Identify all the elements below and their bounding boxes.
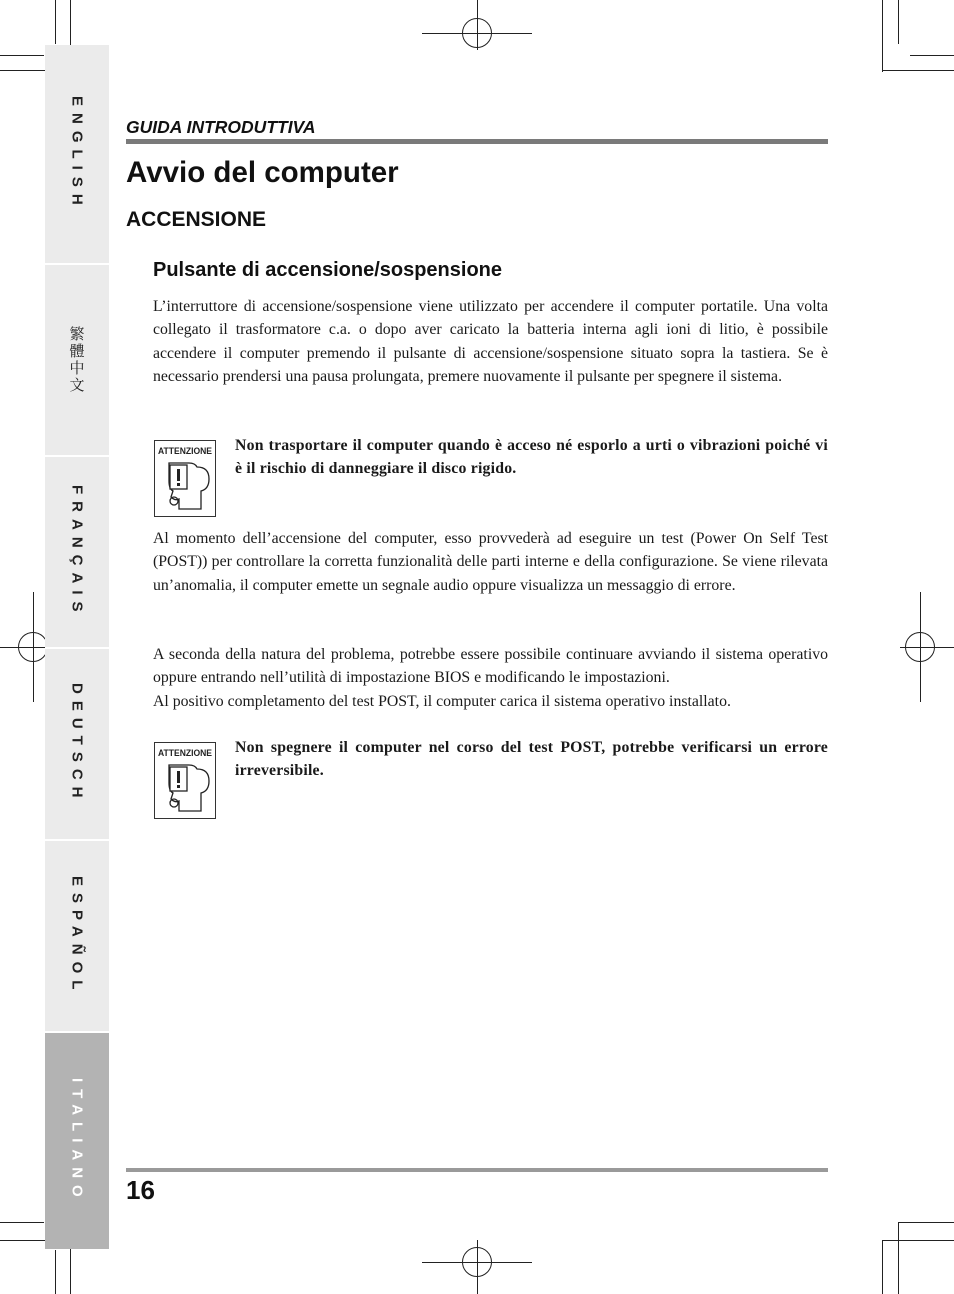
page-number: 16	[126, 1175, 155, 1205]
warning-icon	[154, 742, 216, 819]
footer-rule	[126, 1168, 828, 1172]
tab-label: FRANÇAIS	[68, 485, 86, 619]
page-title: Avvio del computer	[126, 156, 399, 189]
tab-english[interactable]	[45, 45, 109, 263]
tab-label: ITALIANO	[68, 1078, 86, 1204]
intro-paragraph: L’interruttore di accensione/sospensione viene utilizzato per accendere il computer portatile. Una volta collegato il trasformatore c.a. o dopo aver caricato la batteria interna agli ioni di litio, è possibile accendere il computer premendo il pulsante di accensione/sospensione situato sopra la tastiera. Se è necessario prendersi una pausa prolungata, premere nuovamente il pulsante per spegnere il sistema.	[153, 298, 828, 385]
tab-chinese[interactable]	[45, 263, 109, 455]
warning-post: Non spegnere il computer nel corso del test POST, potrebbe verificarsi un errore irreversibile.	[235, 739, 828, 780]
tab-italiano[interactable]	[45, 1031, 109, 1249]
post-paragraph: Al momento dell’accensione del computer, esso provvederà ad eseguire un test (Power On Self Test (POST)) per controllare la corretta funzionalità delle parti interne e della configurazione. Se viene rilevata un’anomalia, il computer emette un segnale audio oppure visualizza un messaggio di errore.	[153, 530, 828, 594]
tab-label: DEUTSCH	[68, 683, 86, 805]
tab-francais[interactable]	[45, 455, 109, 647]
warning-icon-label: ATTENZIONE	[158, 446, 212, 457]
tab-label: ENGLISH	[68, 96, 86, 212]
section-header: GUIDA INTRODUTTIVA	[126, 117, 316, 137]
warning-icon-label: ATTENZIONE	[158, 748, 212, 759]
tab-label: ESPAÑOL	[68, 875, 86, 997]
subsection-title: Pulsante di accensione/sospensione	[153, 259, 503, 281]
section-title: ACCENSIONE	[126, 208, 267, 231]
tab-label: 繁體中文	[67, 326, 86, 394]
tab-deutsch[interactable]	[45, 647, 109, 839]
header-rule	[126, 139, 828, 144]
warning-icon	[154, 440, 216, 517]
tab-espanol[interactable]	[45, 839, 109, 1031]
warning-hard-disk: Non trasportare il computer quando è acceso né esporlo a urti o vibrazioni poiché vi è il rischio di danneggiare il disco rigido.	[235, 437, 828, 478]
language-tabs	[45, 45, 109, 1249]
bios-paragraph: A seconda della natura del problema, potrebbe essere possibile continuare avviando il sistema operativo oppure entrando nell’utilità di impostazione BIOS e modificando le impostazioni.	[153, 646, 828, 687]
os-load-paragraph: Al positivo completamento del test POST, il computer carica il sistema operativo installato.	[153, 693, 731, 710]
